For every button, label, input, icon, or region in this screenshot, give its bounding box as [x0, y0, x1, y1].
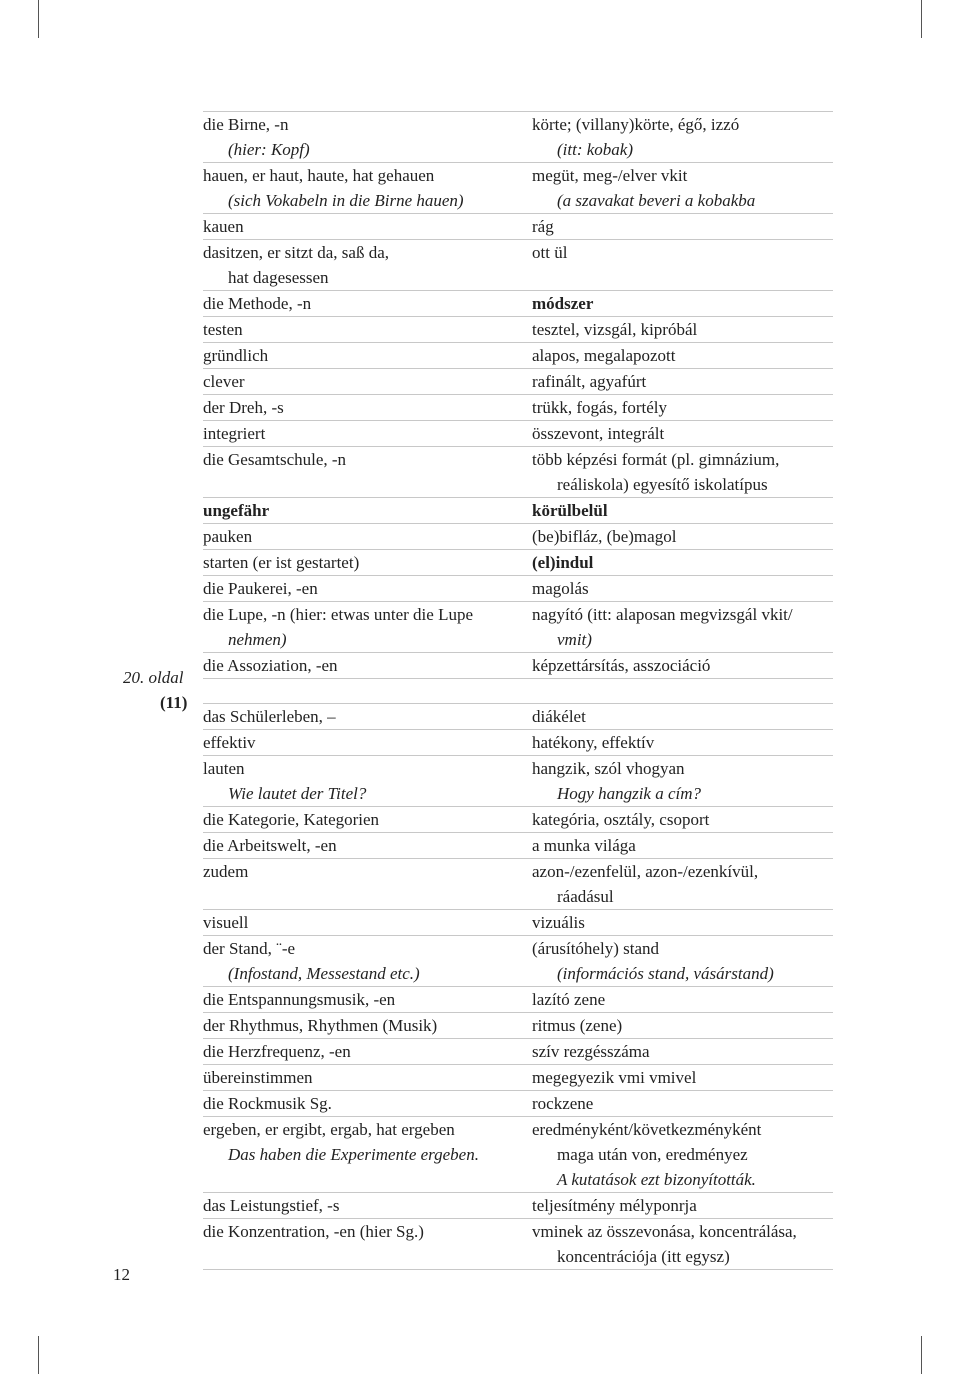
hungarian-term: rockzene — [532, 1094, 594, 1113]
german-term: pauken — [203, 527, 253, 546]
vocab-entry — [203, 703, 833, 729]
hungarian-term: több képzési formát (pl. gimnázium, — [532, 450, 780, 469]
hungarian-example: A kutatások ezt bizonyították. — [557, 1170, 756, 1189]
vocab-entry — [203, 316, 833, 342]
german-term: übereinstimmen — [203, 1068, 313, 1087]
german-term: die Arbeitswelt, -en — [203, 836, 337, 855]
german-term-cont: hat dagesessen — [228, 268, 329, 287]
german-example: Das haben die Experimente ergeben. — [228, 1145, 479, 1164]
vocab-entry — [203, 446, 833, 497]
vocab-entry — [203, 239, 833, 290]
hungarian-term: teljesítmény mélyponrja — [532, 1196, 697, 1215]
hungarian-note: (információs stand, vásárstand) — [557, 964, 774, 983]
crop-mark-top-right — [921, 0, 922, 38]
vocab-entry — [203, 213, 833, 239]
hungarian-example: Hogy hangzik a cím? — [557, 784, 702, 803]
hungarian-term: módszer — [532, 294, 594, 313]
hungarian-note: (a szavakat beveri a kobakba — [557, 191, 756, 210]
hungarian-term: a munka világa — [532, 836, 636, 855]
hungarian-term-cont: vmit) — [557, 630, 592, 649]
page-number: 12 — [113, 1265, 130, 1284]
hungarian-term: (árusítóhely) stand — [532, 939, 659, 958]
hungarian-term: körülbelül — [532, 501, 608, 520]
vocab-entry — [203, 1116, 833, 1192]
german-term: die Konzentration, -en (hier Sg.) — [203, 1222, 424, 1241]
vocab-entry — [203, 832, 833, 858]
hungarian-term: nagyító (itt: alaposan megvizsgál vkit/ — [532, 605, 793, 624]
german-term: die Methode, -n — [203, 294, 312, 313]
vocab-entry — [203, 497, 833, 523]
vocab-entry — [203, 290, 833, 316]
hungarian-term: képzettársítás, asszociáció — [532, 656, 711, 675]
vocab-entry — [203, 986, 833, 1012]
vocab-entry — [203, 420, 833, 446]
vocab-entry — [203, 523, 833, 549]
german-term: gründlich — [203, 346, 269, 365]
german-note: (Infostand, Messestand etc.) — [228, 964, 420, 983]
german-term: starten (er ist gestartet) — [203, 553, 360, 572]
german-term-cont: nehmen) — [228, 630, 287, 649]
hungarian-term: tesztel, vizsgál, kipróbál — [532, 320, 698, 339]
vocab-entry — [203, 368, 833, 394]
hungarian-term: vminek az összevonása, koncentrálása, — [532, 1222, 797, 1241]
vocab-entry — [203, 1192, 833, 1218]
crop-mark-bottom-right — [921, 1336, 922, 1374]
german-term: das Leistungstief, -s — [203, 1196, 340, 1215]
hungarian-term: összevont, integrált — [532, 424, 665, 443]
vocab-entry — [203, 909, 833, 935]
hungarian-term-cont: maga után von, eredményez — [557, 1145, 748, 1164]
hungarian-term: megüt, meg-/elver vkit — [532, 166, 688, 185]
german-term: die Kategorie, Kategorien — [203, 810, 380, 829]
hungarian-term: trükk, fogás, fortély — [532, 398, 668, 417]
german-term: das Schülerleben, – — [203, 707, 336, 726]
german-term: visuell — [203, 913, 249, 932]
vocab-entry — [203, 342, 833, 368]
vocab-entry — [203, 806, 833, 832]
hungarian-term: azon-/ezenfelül, azon-/ezenkívül, — [532, 862, 759, 881]
hungarian-term: ott ül — [532, 243, 568, 262]
hungarian-term: diákélet — [532, 707, 586, 726]
vocab-entry — [203, 162, 833, 213]
german-term: dasitzen, er sitzt da, saß da, — [203, 243, 389, 262]
vocab-entry — [203, 858, 833, 909]
german-term: die Lupe, -n (hier: etwas unter die Lupe — [203, 605, 474, 624]
crop-mark-bottom-left — [38, 1336, 39, 1374]
hungarian-term-cont: ráadásul — [557, 887, 614, 906]
hungarian-term: (be)bifláz, (be)magol — [532, 527, 677, 546]
german-term: die Herzfrequenz, -en — [203, 1042, 351, 1061]
vocab-entry — [203, 394, 833, 420]
vocab-entry — [203, 1218, 833, 1270]
hungarian-term: szív rezgésszáma — [532, 1042, 650, 1061]
hungarian-note: (itt: kobak) — [557, 140, 633, 159]
german-term: hauen, er haut, haute, hat gehauen — [203, 166, 435, 185]
hungarian-term: ritmus (zene) — [532, 1016, 623, 1035]
hungarian-term: eredményként/következményként — [532, 1120, 762, 1139]
german-term: die Assoziation, -en — [203, 656, 338, 675]
german-term: die Gesamtschule, -n — [203, 450, 347, 469]
hungarian-term: kategória, osztály, csoport — [532, 810, 710, 829]
hungarian-term: hangzik, szól vhogyan — [532, 759, 685, 778]
margin-page-ref: 20. oldal — [123, 668, 184, 687]
german-term: der Dreh, -s — [203, 398, 284, 417]
hungarian-term: megegyezik vmi vmivel — [532, 1068, 697, 1087]
german-note: (sich Vokabeln in die Birne hauen) — [228, 191, 464, 210]
hungarian-term: (el)indul — [532, 553, 594, 572]
vocab-entry — [203, 652, 833, 679]
hungarian-term-cont: koncentrációja (itt egysz) — [557, 1247, 730, 1266]
german-term: ungefähr — [203, 501, 270, 520]
hungarian-term: rafinált, agyafúrt — [532, 372, 647, 391]
german-term: ergeben, er ergibt, ergab, hat ergeben — [203, 1120, 455, 1139]
hungarian-term: magolás — [532, 579, 589, 598]
german-note: (hier: Kopf) — [228, 140, 310, 159]
vocab-entry — [203, 111, 833, 162]
vocabulary-list — [203, 111, 833, 1270]
german-term: die Birne, -n — [203, 115, 289, 134]
hungarian-term: hatékony, effektív — [532, 733, 655, 752]
vocab-entry — [203, 1038, 833, 1064]
vocab-entry — [203, 729, 833, 755]
vocab-entry — [203, 1012, 833, 1038]
german-example: Wie lautet der Titel? — [228, 784, 367, 803]
german-term: der Rhythmus, Rhythmen (Musik) — [203, 1016, 438, 1035]
german-term: integriert — [203, 424, 266, 443]
hungarian-term: rág — [532, 217, 554, 236]
vocab-entry — [203, 601, 833, 652]
hungarian-term-cont: reáliskola) egyesítő iskolatípus — [557, 475, 768, 494]
german-term: der Stand, ¨-e — [203, 939, 296, 958]
german-term: die Rockmusik Sg. — [203, 1094, 332, 1113]
german-term: die Paukerei, -en — [203, 579, 318, 598]
german-term: effektiv — [203, 733, 256, 752]
margin-exercise-ref: (11) — [160, 693, 188, 712]
vocab-entry — [203, 549, 833, 575]
vocab-entry — [203, 755, 833, 806]
hungarian-term: körte; (villany)körte, égő, izzó — [532, 115, 740, 134]
hungarian-term: vizuális — [532, 913, 585, 932]
german-term: testen — [203, 320, 243, 339]
vocab-entry — [203, 575, 833, 601]
crop-mark-top-left — [38, 0, 39, 38]
hungarian-term: alapos, megalapozott — [532, 346, 676, 365]
german-term: kauen — [203, 217, 244, 236]
german-term: die Entspannungsmusik, -en — [203, 990, 396, 1009]
german-term: clever — [203, 372, 245, 391]
vocab-entry — [203, 1090, 833, 1116]
german-term: zudem — [203, 862, 249, 881]
hungarian-term: lazító zene — [532, 990, 606, 1009]
vocab-entry — [203, 935, 833, 986]
vocab-entry — [203, 1064, 833, 1090]
german-term: lauten — [203, 759, 245, 778]
